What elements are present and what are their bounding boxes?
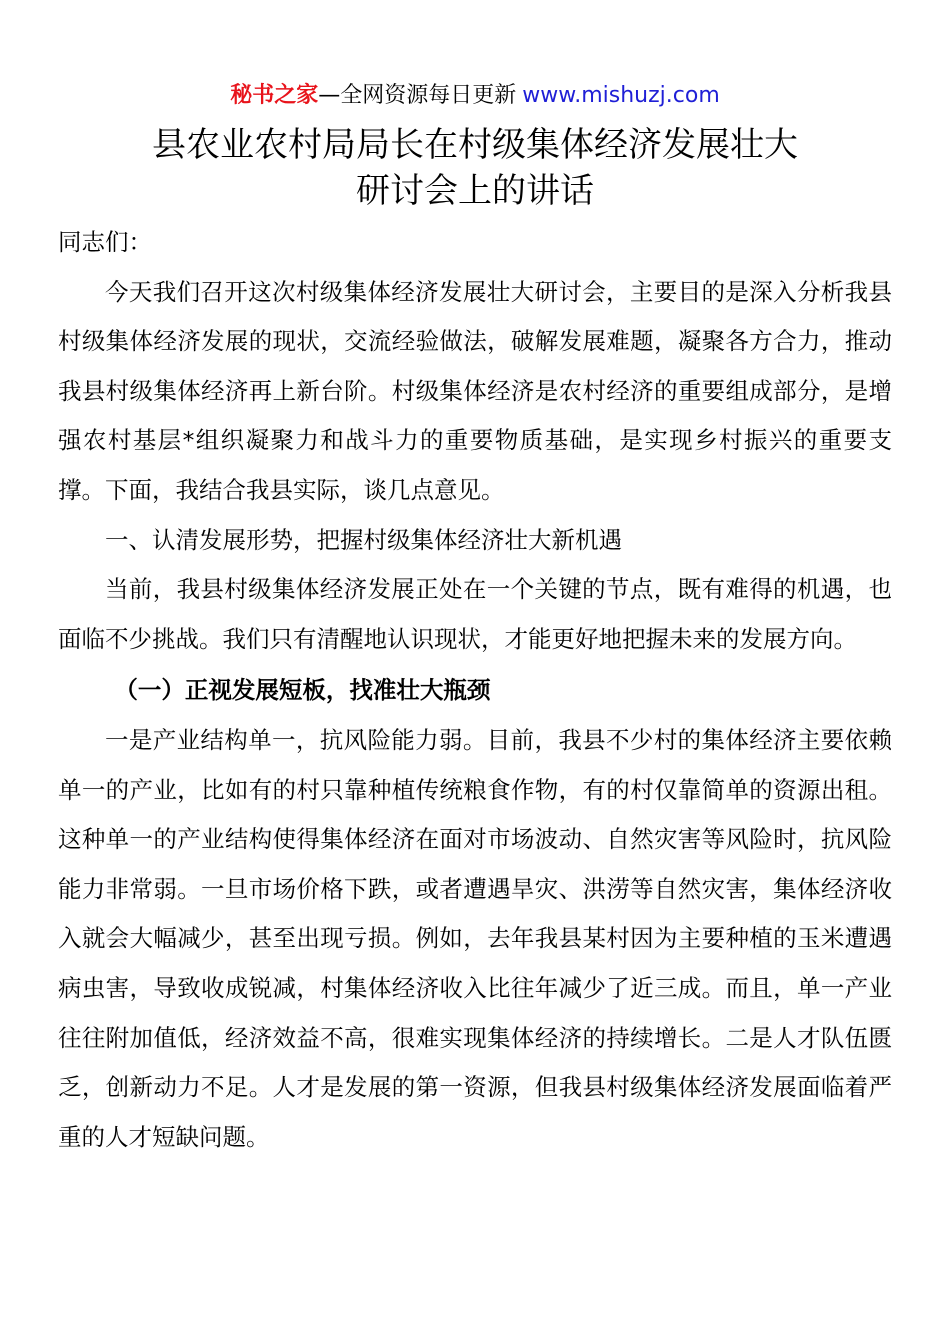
document-body bbox=[58, 218, 892, 1162]
document-title bbox=[0, 122, 950, 214]
section-1-paragraph: 当前，我县村级集体经济发展正处在一个关键的节点，既有难得的机遇，也面临不少挑战。我们只有清醒地认识现状，才能更好地把握未来的发展方向。 bbox=[58, 575, 892, 653]
intro-paragraph: 今天我们召开这次村级集体经济发展壮大研讨会，主要目的是深入分析我县村级集体经济发展的现状，交流经验做法，破解发展难题，凝聚各方合力，推动我县村级集体经济再上新台阶。村级集体经济是农村经济的重要组成部分，是增强农村基层*组织凝聚力和战斗力的重要物质基础，是实现乡村振兴的重要支撑。下面，我结合我县实际，谈几点意见。 bbox=[58, 277, 892, 504]
header-tagline: —全网资源每日更新 bbox=[318, 83, 517, 108]
brand-name: 秘书之家 bbox=[230, 83, 319, 108]
site-header bbox=[0, 81, 950, 111]
title-line-1: 县农业农村局局长在村级集体经济发展壮大 bbox=[152, 125, 798, 165]
site-url-link[interactable]: www.mishuzj.com bbox=[522, 83, 720, 108]
salutation: 同志们： bbox=[58, 228, 152, 256]
subsection-1-paragraph: 一是产业结构单一，抗风险能力弱。目前，我县不少村的集体经济主要依赖单一的产业，比如有的村只靠种植传统粮食作物，有的村仅靠简单的资源出租。这种单一的产业结构使得集体经济在面对市场波动、自然灾害等风险时，抗风险能力非常弱。一旦市场价格下跌，或者遭遇旱灾、洪涝等自然灾害，集体经济收入就会大幅减少，甚至出现亏损。例如，去年我县某村因为主要种植的玉米遭遇病虫害，导致收成锐减，村集体经济收入比往年减少了近三成。而且，单一产业往往附加值低，经济效益不高，很难实现集体经济的持续增长。二是人才队伍匮乏，创新动力不足。人才是发展的第一资源，但我县村级集体经济发展面临着严重的人才短缺问题。 bbox=[58, 725, 892, 1151]
section-heading-1: 一、认清发展形势，把握村级集体经济壮大新机遇 bbox=[105, 525, 622, 554]
subsection-heading-1: （一）正视发展短板，找准壮大瓶颈 bbox=[114, 676, 491, 705]
title-line-2: 研讨会上的讲话 bbox=[356, 171, 594, 211]
